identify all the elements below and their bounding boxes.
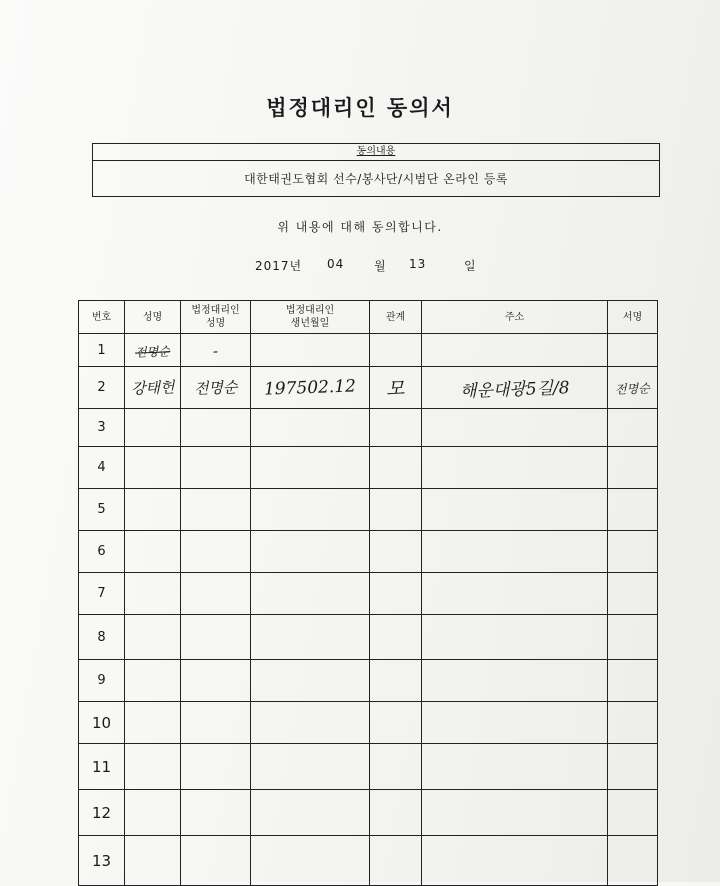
date-day-unit: 일 <box>464 259 477 273</box>
guardian-birthdate-cell <box>251 660 370 702</box>
handwritten-student-name: 강태헌 <box>130 378 175 398</box>
relation-cell <box>370 790 422 836</box>
guardian-birthdate-cell <box>251 573 370 615</box>
agreement-statement: 위 내용에 대해 동의합니다. <box>277 220 443 234</box>
table-row <box>79 660 658 702</box>
relation-cell <box>370 334 422 367</box>
guardian-name-cell <box>181 367 251 409</box>
relation-cell <box>370 367 422 409</box>
date-year: 2017년 <box>255 259 303 273</box>
guardian-name-cell <box>181 615 251 660</box>
row-number-cell: 11 <box>79 744 125 790</box>
student-name-cell <box>125 660 181 702</box>
table-row <box>79 790 658 836</box>
handwritten-guardian-name: - <box>212 341 219 360</box>
header-guardian-name: 법정대리인 성명 <box>181 301 251 334</box>
signature-cell <box>608 702 658 744</box>
table-row <box>79 744 658 790</box>
signature-cell <box>608 790 658 836</box>
student-name-cell <box>125 615 181 660</box>
guardian-birthdate-cell <box>251 615 370 660</box>
guardian-birthdate-cell <box>251 744 370 790</box>
consent-box <box>92 143 660 197</box>
date-month-unit: 월 <box>374 259 387 273</box>
guardian-birthdate-cell <box>251 409 370 447</box>
relation-cell <box>370 489 422 531</box>
address-cell <box>422 744 608 790</box>
header-name: 성명 <box>125 301 181 334</box>
signature-cell <box>608 409 658 447</box>
signature-cell <box>608 447 658 489</box>
guardian-birthdate-cell <box>251 836 370 886</box>
guardian-birthdate-cell <box>251 334 370 367</box>
row-number-cell: 8 <box>79 615 125 660</box>
handwritten-guardian-birthdate: 197502.12 <box>263 375 357 400</box>
date-day: 13 <box>409 257 427 271</box>
handwritten-student-name: 전명순 <box>134 343 171 360</box>
handwritten-signature: 전명순 <box>614 381 651 397</box>
row-number-cell: 13 <box>79 836 125 886</box>
guardian-name-cell <box>181 409 251 447</box>
address-cell <box>422 531 608 573</box>
table-header-row <box>79 301 658 334</box>
address-cell <box>422 660 608 702</box>
header-number: 번호 <box>79 301 125 334</box>
header-guardian-birth: 법정대리인 생년월일 <box>251 301 370 334</box>
row-number-cell: 5 <box>79 489 125 531</box>
consent-body: 대한태권도협회 선수/봉사단/시범단 온라인 등록 <box>244 172 508 186</box>
date-month: 04 <box>327 257 345 271</box>
address-cell <box>422 409 608 447</box>
table-row <box>79 334 658 367</box>
handwritten-relation: 모 <box>385 377 406 401</box>
row-number-cell: 10 <box>79 702 125 744</box>
relation-cell <box>370 573 422 615</box>
address-cell <box>422 489 608 531</box>
guardian-birthdate-cell <box>251 367 370 409</box>
guardian-name-cell <box>181 334 251 367</box>
student-name-cell <box>125 334 181 367</box>
row-number-cell: 6 <box>79 531 125 573</box>
signature-cell <box>608 367 658 409</box>
relation-cell <box>370 702 422 744</box>
row-number-cell: 1 <box>79 334 125 367</box>
signature-cell <box>608 334 658 367</box>
header-address: 주소 <box>422 301 608 334</box>
student-name-cell <box>125 744 181 790</box>
table-row <box>79 409 658 447</box>
table-row <box>79 702 658 744</box>
student-name-cell <box>125 447 181 489</box>
student-name-cell <box>125 573 181 615</box>
relation-cell <box>370 409 422 447</box>
row-number-cell: 3 <box>79 409 125 447</box>
relation-cell <box>370 615 422 660</box>
table-row <box>79 447 658 489</box>
guardian-name-cell <box>181 660 251 702</box>
guardian-name-cell <box>181 531 251 573</box>
address-cell <box>422 367 608 409</box>
guardian-name-cell <box>181 744 251 790</box>
signature-cell <box>608 744 658 790</box>
student-name-cell <box>125 489 181 531</box>
address-cell <box>422 702 608 744</box>
guardian-birthdate-cell <box>251 489 370 531</box>
table-row <box>79 573 658 615</box>
row-number-cell: 12 <box>79 790 125 836</box>
row-number-cell: 4 <box>79 447 125 489</box>
row-number-cell: 2 <box>79 367 125 409</box>
address-cell <box>422 573 608 615</box>
guardian-birthdate-cell <box>251 790 370 836</box>
address-cell <box>422 836 608 886</box>
relation-cell <box>370 836 422 886</box>
table-row <box>79 531 658 573</box>
header-relation: 관계 <box>370 301 422 334</box>
guardian-name-cell <box>181 573 251 615</box>
guardian-name-cell <box>181 447 251 489</box>
student-name-cell <box>125 836 181 886</box>
signature-cell <box>608 615 658 660</box>
student-name-cell <box>125 367 181 409</box>
address-cell <box>422 790 608 836</box>
table-body <box>79 334 658 886</box>
handwritten-address: 해운대광5길/8 <box>459 378 570 402</box>
student-name-cell <box>125 790 181 836</box>
table-row <box>79 836 658 886</box>
relation-cell <box>370 531 422 573</box>
student-name-cell <box>125 409 181 447</box>
signature-cell <box>608 531 658 573</box>
consent-header-label: 동의내용 <box>356 146 396 157</box>
signature-cell <box>608 489 658 531</box>
consent-header <box>93 144 659 161</box>
guardian-name-cell <box>181 790 251 836</box>
header-signature: 서명 <box>608 301 658 334</box>
guardian-birthdate-cell <box>251 702 370 744</box>
handwritten-guardian-name: 전명순 <box>193 378 238 398</box>
row-number-cell: 7 <box>79 573 125 615</box>
student-name-cell <box>125 702 181 744</box>
guardian-birthdate-cell <box>251 447 370 489</box>
relation-cell <box>370 744 422 790</box>
relation-cell <box>370 660 422 702</box>
relation-cell <box>370 447 422 489</box>
table-row <box>79 489 658 531</box>
address-cell <box>422 334 608 367</box>
guardian-name-cell <box>181 836 251 886</box>
signature-cell <box>608 660 658 702</box>
address-cell <box>422 447 608 489</box>
signature-cell <box>608 836 658 886</box>
row-number-cell: 9 <box>79 660 125 702</box>
signature-cell <box>608 573 658 615</box>
table-row <box>79 615 658 660</box>
document-title: 법정대리인 동의서 <box>266 96 454 120</box>
guardian-birthdate-cell <box>251 531 370 573</box>
address-cell <box>422 615 608 660</box>
guardian-name-cell <box>181 702 251 744</box>
guardian-table <box>78 300 658 886</box>
guardian-name-cell <box>181 489 251 531</box>
table-row <box>79 367 658 409</box>
student-name-cell <box>125 531 181 573</box>
